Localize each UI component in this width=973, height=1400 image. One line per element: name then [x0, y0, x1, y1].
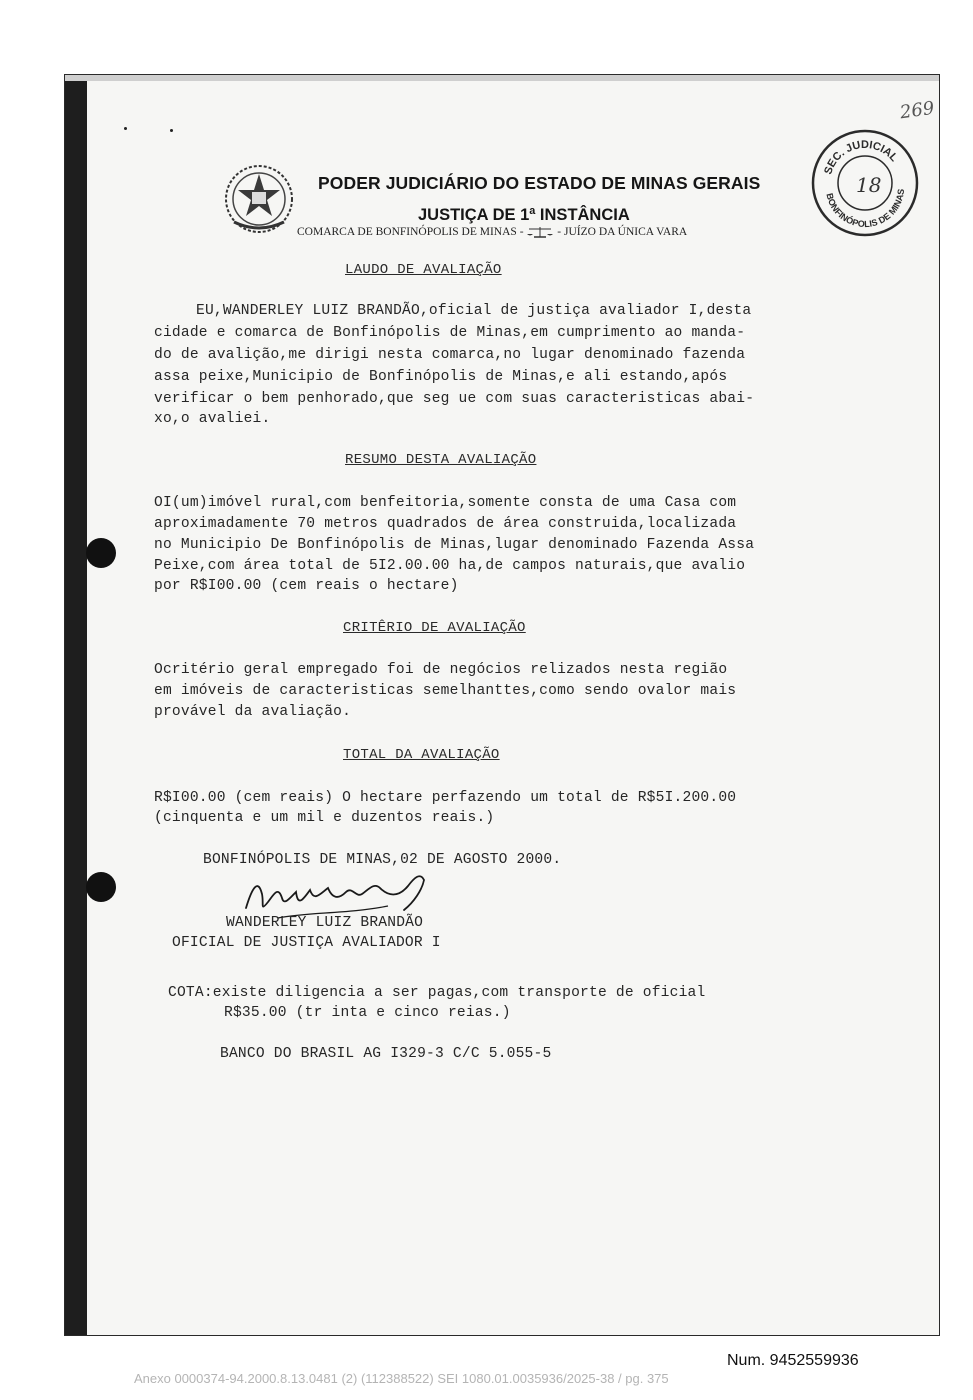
vara-label: JUÍZO DA ÚNICA VARA [564, 226, 688, 238]
svg-text:SEC. JUDICIAL: SEC. JUDICIAL [822, 138, 900, 177]
scan-edge [65, 75, 87, 1335]
resumo-line-1: OI(um)imóvel rural,com benfeitoria,somente consta de uma Casa com [154, 495, 737, 511]
speck [170, 129, 173, 132]
page-annotation: 269 [898, 97, 936, 124]
scales-icon [526, 226, 554, 238]
cota-line-2: R$35.00 (tr inta e cinco reias.) [224, 1005, 511, 1021]
laudo-heading: LAUDO DE AVALIAÇÃO [345, 262, 502, 278]
place-date: BONFINÓPOLIS DE MINAS,02 DE AGOSTO 2000. [203, 852, 562, 868]
coat-of-arms-icon [222, 162, 296, 236]
resumo-line-4: Peixe,com área total de 5I2.00.00 ha,de campos naturais,que avalio [154, 558, 746, 574]
punch-hole-bottom [86, 872, 116, 902]
resumo-line-5: por R$I00.00 (cem reais o hectare) [154, 578, 459, 594]
separator: - [557, 226, 564, 238]
laudo-line-1: EU,WANDERLEY LUIZ BRANDÃO,oficial de justiça avaliador I,desta [196, 303, 752, 319]
separator: - [519, 226, 527, 238]
total-line-2: (cinquenta e um mil e duzentos reais.) [154, 810, 495, 826]
punch-hole-top [86, 538, 116, 568]
institution-title: PODER JUDICIÁRIO DO ESTADO DE MINAS GERAIS [318, 173, 761, 193]
resumo-line-3: no Municipio De Bonfinópolis de Minas,lugar denominado Fazenda Assa [154, 537, 755, 553]
criterio-line-3: provável da avaliação. [154, 704, 352, 720]
comarca-label: COMARCA DE BONFINÓPOLIS DE MINAS [297, 226, 517, 238]
resumo-line-2: aproximadamente 70 metros quadrados de área construida,localizada [154, 516, 737, 532]
criterio-line-2: em imóveis de caracteristicas semelhanttes,como sendo ovalor mais [154, 683, 737, 699]
document-number: Num. 9452559936 [727, 1352, 859, 1369]
svg-text:BONFINÓPOLIS DE MINAS: BONFINÓPOLIS DE MINAS [824, 188, 907, 230]
laudo-line-5: verificar o bem penhorado,que seg ue com suas caracteristicas abai- [154, 391, 755, 407]
laudo-line-6: xo,o avaliei. [154, 411, 271, 427]
comarca-line [297, 226, 687, 238]
stamp-handwritten-number: 18 [856, 173, 882, 197]
court-title: JUSTIÇA DE 1ª INSTÂNCIA [418, 206, 630, 224]
total-line-1: R$I00.00 (cem reais) O hectare perfazendo um total de R$5I.200.00 [154, 790, 737, 806]
total-heading: TOTAL DA AVALIAÇÃO [343, 747, 500, 763]
bank-info: BANCO DO BRASIL AG I329-3 C/C 5.055-5 [220, 1046, 552, 1062]
speck [124, 127, 127, 130]
signer-role: OFICIAL DE JUSTIÇA AVALIADOR I [172, 935, 441, 951]
footer-reference: Anexo 0000374-94.2000.8.13.0481 (2) (112388522) SEI 1080.01.0035936/2025-38 / pg. 375 [134, 1371, 669, 1386]
signer-name: WANDERLEY LUIZ BRANDÃO [226, 915, 424, 931]
laudo-line-2: cidade e comarca de Bonfinópolis de Minas,em cumprimento ao manda- [154, 325, 746, 341]
resumo-heading: RESUMO DESTA AVALIAÇÃO [345, 452, 537, 468]
criterio-line-1: Ocritério geral empregado foi de negócios relizados nesta região [154, 662, 728, 678]
criterio-heading: CRITÊRIO DE AVALIAÇÃO [343, 620, 526, 636]
court-stamp [810, 128, 920, 238]
laudo-line-3: do de avalição,me dirigi nesta comarca,no lugar denominado fazenda [154, 347, 746, 363]
cota-line-1: COTA:existe diligencia a ser pagas,com transporte de oficial [168, 985, 706, 1001]
laudo-line-4: assa peixe,Municipio de Bonfinópolis de Minas,e ali estando,após [154, 369, 728, 385]
